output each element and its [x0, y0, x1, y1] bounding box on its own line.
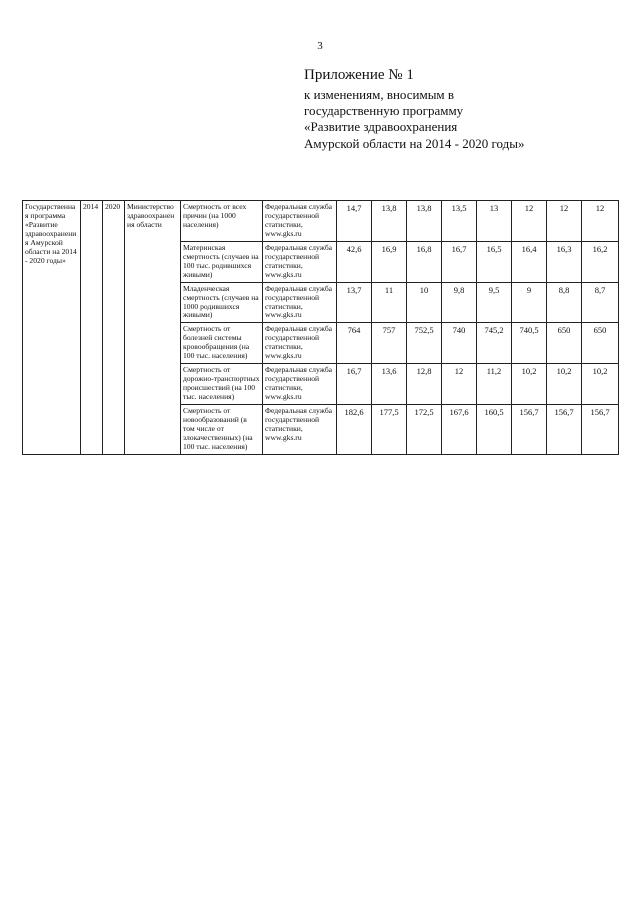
year-end-cell: 2020: [103, 201, 125, 455]
value-cell: 13: [477, 201, 512, 242]
value-cell: 16,7: [337, 364, 372, 405]
value-cell: 12: [512, 201, 547, 242]
value-cell: 9,5: [477, 282, 512, 323]
value-cell: 12: [442, 364, 477, 405]
value-cell: 650: [547, 323, 582, 364]
value-cell: 14,7: [337, 201, 372, 242]
value-cell: 156,7: [547, 405, 582, 455]
value-cell: 13,6: [372, 364, 407, 405]
value-cell: 8,7: [582, 282, 619, 323]
value-cell: 12,8: [407, 364, 442, 405]
value-cell: 752,5: [407, 323, 442, 364]
indicators-table: [22, 200, 619, 455]
value-cell: 9,8: [442, 282, 477, 323]
value-cell: 740: [442, 323, 477, 364]
value-cell: 12: [547, 201, 582, 242]
year-start-cell: 2014: [81, 201, 103, 455]
annex-line: к изменениям, вносимым в: [304, 86, 455, 102]
value-cell: 9: [512, 282, 547, 323]
executor-cell: Министерство здравоохранения области: [125, 201, 181, 455]
annex-line: государственную программу: [304, 103, 464, 118]
value-cell: 11,2: [477, 364, 512, 405]
value-cell: 16,8: [407, 241, 442, 282]
indicator-cell: Смертность от новообразований (в том числе от злокачественных) (на 100 тыс. населения): [181, 405, 263, 455]
value-cell: 764: [337, 323, 372, 364]
source-cell: Федеральная служба государственной статистики, www.gks.ru: [263, 405, 337, 455]
source-cell: Федеральная служба государственной статистики, www.gks.ru: [263, 364, 337, 405]
value-cell: 156,7: [582, 405, 619, 455]
source-cell: Федеральная служба государственной статистики, www.gks.ru: [263, 323, 337, 364]
value-cell: 182,6: [337, 405, 372, 455]
value-cell: 650: [582, 323, 619, 364]
value-cell: 16,7: [442, 241, 477, 282]
value-cell: 177,5: [372, 405, 407, 455]
value-cell: 13,8: [372, 201, 407, 242]
annex-line: «Развитие здравоохранения: [304, 119, 458, 135]
source-cell: Федеральная служба государственной статистики, www.gks.ru: [263, 201, 337, 242]
value-cell: 745,2: [477, 323, 512, 364]
value-cell: 13,5: [442, 201, 477, 242]
page-number: 3: [317, 40, 323, 52]
value-cell: 160,5: [477, 405, 512, 455]
source-cell: Федеральная служба государственной статистики, www.gks.ru: [263, 282, 337, 323]
value-cell: 16,5: [477, 241, 512, 282]
source-cell: Федеральная служба государственной статистики, www.gks.ru: [263, 241, 337, 282]
indicator-cell: Материнская смертность (случаев на 100 тыс. родившихся живыми): [181, 241, 263, 282]
value-cell: 10: [407, 282, 442, 323]
value-cell: 10,2: [547, 364, 582, 405]
value-cell: 11: [372, 282, 407, 323]
value-cell: 172,5: [407, 405, 442, 455]
annex-heading: [304, 66, 604, 152]
value-cell: 10,2: [582, 364, 619, 405]
annex-line: Амурской области на 2014 - 2020 годы»: [304, 135, 525, 151]
value-cell: 13,7: [337, 282, 372, 323]
value-cell: 8,8: [547, 282, 582, 323]
value-cell: 16,3: [547, 241, 582, 282]
value-cell: 16,2: [582, 241, 619, 282]
value-cell: 740,5: [512, 323, 547, 364]
table-row: [23, 201, 619, 242]
annex-title: Приложение № 1: [304, 67, 414, 83]
value-cell: 16,4: [512, 241, 547, 282]
indicator-cell: Смертность от дорожно-транспортных происшествий (на 100 тыс. населения): [181, 364, 263, 405]
value-cell: 167,6: [442, 405, 477, 455]
value-cell: 12: [582, 201, 619, 242]
indicator-cell: Смертность от болезней системы кровообращения (на 100 тыс. населения): [181, 323, 263, 364]
value-cell: 16,9: [372, 241, 407, 282]
value-cell: 156,7: [512, 405, 547, 455]
value-cell: 42,6: [337, 241, 372, 282]
indicator-cell: Младенческая смертность (случаев на 1000 родившихся живыми): [181, 282, 263, 323]
table-body: [23, 201, 619, 455]
program-cell: Государственная программа «Развитие здравоохранения Амурской области на 2014 - 2020 годы»: [23, 201, 81, 455]
value-cell: 13,8: [407, 201, 442, 242]
indicator-cell: Смертность от всех причин (на 1000 населения): [181, 201, 263, 242]
value-cell: 757: [372, 323, 407, 364]
value-cell: 10,2: [512, 364, 547, 405]
